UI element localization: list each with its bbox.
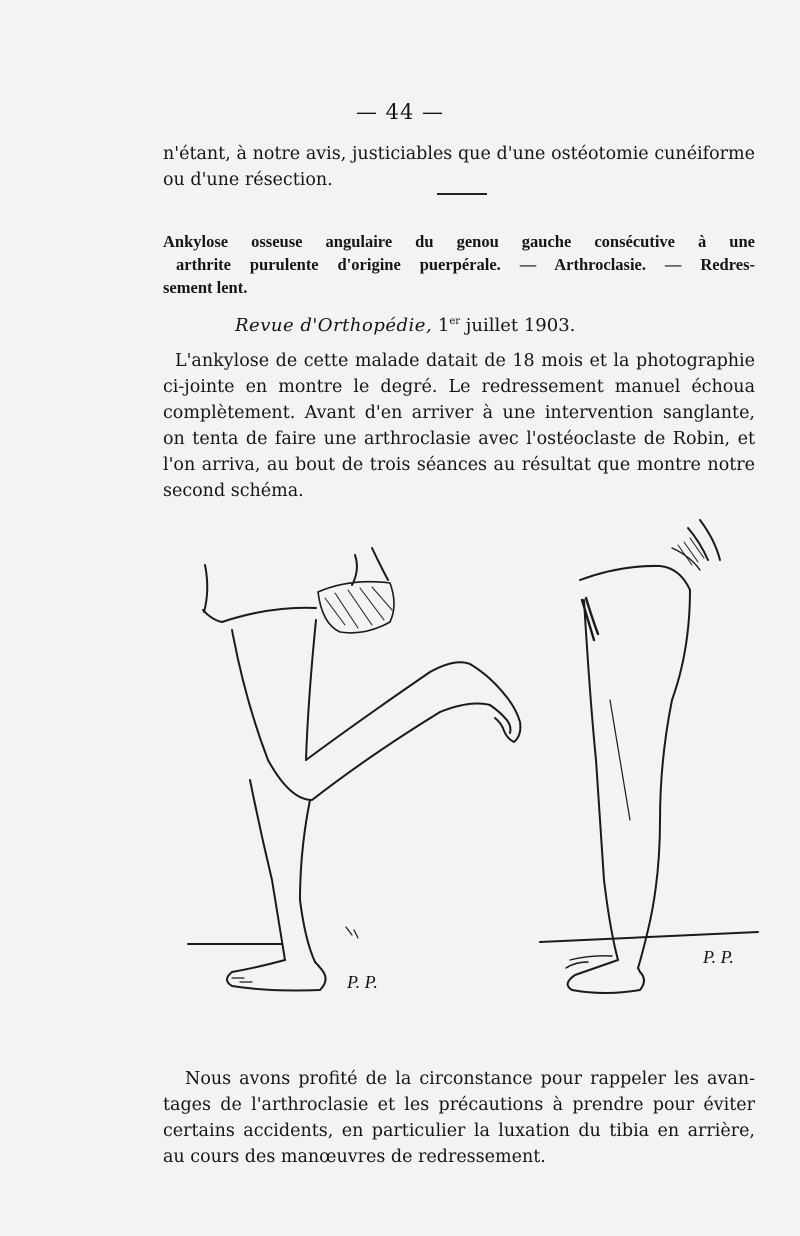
- citation-day: 1: [437, 315, 450, 336]
- illustration-signature-left: P. P.: [347, 972, 378, 992]
- paragraph-2-line: tages de l'arthroclasie et les précautions à prendre pour éviter: [163, 1095, 755, 1115]
- section-divider: [437, 193, 487, 195]
- paragraph-2-line: Nous avons profité de la circonstance pour rappeler les avan-: [185, 1069, 755, 1089]
- paragraph-2: [163, 1066, 755, 1170]
- journal-title: Revue d'Orthopédie,: [235, 315, 433, 336]
- citation-date: juillet 1903.: [460, 315, 576, 336]
- source-citation: [235, 315, 575, 336]
- paragraph-1-line: second schéma.: [163, 481, 304, 501]
- intro-line-1: n'étant, à notre avis, justiciables que d'une ostéotomie cunéiforme: [163, 144, 755, 164]
- page-number: — 44 —: [355, 100, 445, 124]
- paragraph-1-line: ci-jointe en montre le degré. Le redressement manuel échoua: [163, 377, 755, 397]
- leg-illustration: [0, 500, 800, 1020]
- paragraph-1: [163, 348, 755, 504]
- paragraph-1-line: on tenta de faire une arthroclasie avec l'ostéoclaste de Robin, et: [163, 429, 755, 449]
- paragraph-1-line: L'ankylose de cette malade datait de 18 mois et la photographie: [175, 351, 755, 371]
- citation-day-suffix: er: [449, 316, 461, 327]
- intro-text: [163, 141, 755, 193]
- illustration-signature-right: P. P.: [703, 947, 734, 967]
- left-figure-drawing: [188, 548, 520, 991]
- heading-line-2: arthrite purulente d'origine puerpérale. — Arthroclasie. — Redres-: [176, 255, 755, 274]
- paragraph-1-line: complètement. Avant d'en arriver à une intervention sanglante,: [163, 403, 755, 423]
- paragraph-2-line: certains accidents, en particulier la luxation du tibia en arrière,: [163, 1121, 755, 1141]
- section-heading: [163, 230, 755, 299]
- intro-line-2: ou d'une résection.: [163, 170, 333, 190]
- heading-line-1: Ankylose osseuse angulaire du genou gauche consécutive à une: [163, 232, 755, 251]
- heading-line-3: sement lent.: [163, 278, 248, 297]
- paragraph-2-line: au cours des manœuvres de redressement.: [163, 1147, 546, 1167]
- right-figure-drawing: [540, 520, 758, 993]
- paragraph-1-line: l'on arriva, au bout de trois séances au résultat que montre notre: [163, 455, 755, 475]
